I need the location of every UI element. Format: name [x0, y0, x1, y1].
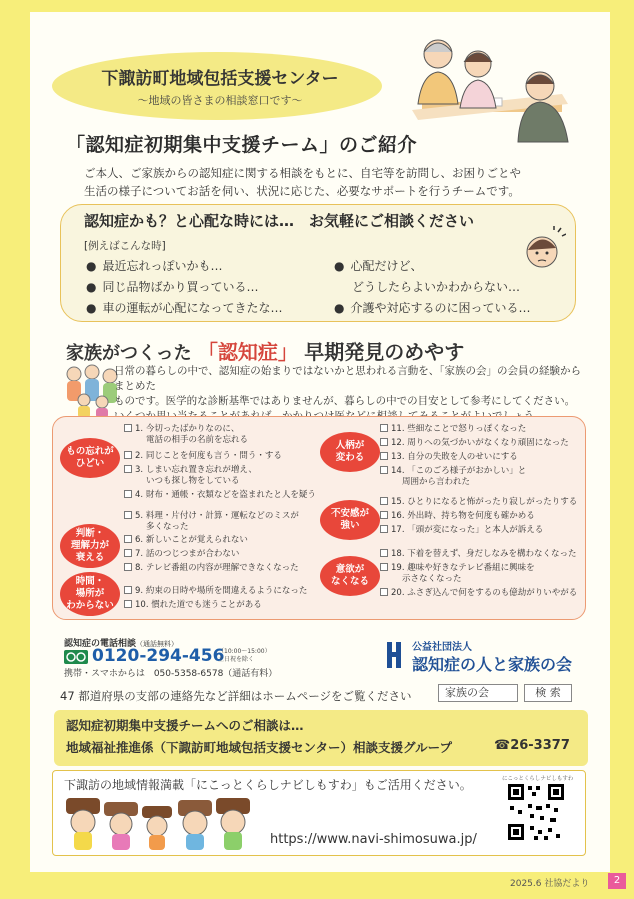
badge-time-place: 時間・ 場所が わからない [60, 572, 120, 616]
org-subtitle: 〜地域の皆さまの相談窓口です〜 [137, 94, 303, 107]
check-item-1[interactable]: 1. 今切ったばかりなのに、 電話の相手の名前を忘れる [124, 424, 248, 446]
example-label: [例えばこんな時] [84, 240, 166, 252]
detection-text [114, 364, 584, 424]
list-item: ● 心配だけど、 [334, 259, 423, 273]
badge-forget: もの忘れが ひどい [60, 438, 120, 478]
check-item-13[interactable]: 13. 自分の失敗を人のせいにする [380, 452, 518, 463]
qr-code-icon[interactable] [506, 782, 566, 842]
check-item-7[interactable]: 7. 話のつじつまが合わない [124, 549, 239, 560]
search-button[interactable]: 検 索 [524, 684, 572, 702]
association-type: 公益社団法人 [412, 642, 472, 653]
team-title: 「認知症初期集中支援チーム」のご紹介 [66, 134, 418, 156]
team-desc-line2: 生活の様子についてお話を伺い、状況に応じた、必要なサポートを行うチームです。 [84, 184, 520, 198]
list-item: ● 介護や対応するのに困っている… [334, 301, 531, 315]
checkbox[interactable] [380, 549, 388, 557]
contact-line-1: 認知症初期集中支援チームへのご相談は… [66, 718, 304, 733]
check-item-5[interactable]: 5. 料理・片付け・計算・運転などのミスが 多くなった [124, 511, 299, 533]
navi-text: 下諏訪の地域情報満載「にこっとくらしナビしもすわ」もご活用ください。 [64, 778, 472, 792]
badge-motivation: 意欲が なくなる [320, 556, 380, 596]
check-item-3[interactable]: 3. しまい忘れ置き忘れが増え、 いつも探し物をしている [124, 465, 257, 487]
search-input[interactable]: 家族の会 [438, 684, 518, 702]
checkbox[interactable] [124, 511, 132, 519]
contact-line-2: 地域福祉推進係（下諏訪町地域包括支援センター）相談支援グループ [66, 740, 453, 755]
checkbox[interactable] [124, 451, 132, 459]
check-item-16[interactable]: 16. 外出時、持ち物を何度も確かめる [380, 511, 535, 522]
checkbox[interactable] [124, 586, 132, 594]
list-item: ● 車の運転が心配になってきたな… [86, 301, 283, 315]
check-item-9[interactable]: 9. 約束の日時や場所を間違えるようになった [124, 586, 307, 597]
checkbox[interactable] [124, 563, 132, 571]
checkbox[interactable] [124, 600, 132, 608]
check-item-10[interactable]: 10. 慣れた道でも迷うことがある [124, 600, 262, 611]
worried-face-icon [520, 226, 566, 272]
contact-phone[interactable]: ☎26-3377 [494, 738, 570, 753]
checkbox[interactable] [124, 490, 132, 498]
check-item-4[interactable]: 4. 財布・通帳・衣類などを盗まれたと人を疑う [124, 490, 316, 501]
tel-hours: （10:00〜15:00） 土日祝を除く [218, 648, 271, 663]
list-item: ● 同じ品物ばかり買っている… [86, 280, 259, 294]
checkbox[interactable] [124, 549, 132, 557]
list-item: ● 最近忘れっぽいかも… [86, 259, 223, 273]
consult-left-list [86, 256, 283, 319]
check-item-18[interactable]: 18. 下着を替えず、身だしなみを構わなくなった [380, 549, 577, 560]
badge-anxiety: 不安感が 強い [320, 500, 380, 540]
team-desc-line1: ご本人、ご家族からの認知症に関する相談をもとに、自宅等を訪問し、お困りごとや [84, 166, 521, 180]
homepage-note: 47 都道府県の支部の連絡先など詳細はホームページをご覧ください [60, 689, 412, 703]
checkbox[interactable] [380, 563, 388, 571]
page-number: 2 [608, 873, 626, 889]
consult-heading: 認知症かも？と心配な時には… お気軽にご相談ください [84, 212, 475, 230]
detection-title: 家族がつくった 「認知症」 早期発見のめやす [66, 340, 465, 364]
mascot-characters [64, 794, 254, 852]
freedial-icon [64, 650, 88, 664]
consultation-illustration [392, 32, 578, 150]
qr-caption: にこっとくらしナビしもすわ [502, 776, 574, 782]
consult-right-list [334, 256, 531, 319]
check-item-20[interactable]: 20. ふさぎ込んで何をするのも億劫がりいやがる [380, 588, 577, 599]
tel-label: 認知症の電話相談（通話無料） [64, 639, 179, 649]
checkbox[interactable] [124, 424, 132, 432]
checkbox[interactable] [124, 535, 132, 543]
check-item-6[interactable]: 6. 新しいことが覚えられない [124, 535, 248, 546]
checkbox[interactable] [380, 438, 388, 446]
check-item-2[interactable]: 2. 同じことを何度も言う・問う・する [124, 451, 282, 462]
detection-text-2: ものです。医学的な診断基準ではありませんが、暮らしの中での目安として参考にしてください。 [114, 395, 576, 407]
mobile-number: 携帯・スマホからは 050-5358-6578（通話有料） [64, 669, 278, 679]
check-item-12[interactable]: 12. 周りへの気づかいがなくなり頑固になった [380, 438, 569, 449]
check-item-14[interactable]: 14. 「このごろ様子がおかしい」と 周囲から言われた [380, 466, 526, 488]
association-logo-icon [385, 640, 405, 670]
check-item-8[interactable]: 8. テレビ番組の内容が理解できなくなった [124, 563, 299, 574]
badge-judgement: 判断・ 理解力が 衰える [60, 524, 120, 568]
check-item-15[interactable]: 15. ひとりになると怖がったり寂しがったりする [380, 497, 577, 508]
checkbox[interactable] [380, 525, 388, 533]
checkbox[interactable] [380, 588, 388, 596]
checkbox[interactable] [380, 497, 388, 505]
checkbox[interactable] [380, 452, 388, 460]
detection-text-1: 日常の暮らしの中で、認知症の始まりではないかと思われる言動を、「家族の会」の会員の経験からまとめた [114, 365, 582, 392]
list-item-cont: どうしたらよいかわからない… [352, 280, 521, 294]
family-illustration [62, 362, 122, 418]
checkbox[interactable] [380, 424, 388, 432]
team-description [84, 164, 580, 200]
check-item-17[interactable]: 17. 「頭が変になった」と本人が訴える [380, 525, 543, 536]
navi-url-link[interactable]: https://www.navi-shimosuwa.jp/ [270, 832, 477, 847]
tel-number[interactable]: 0120-294-456 [92, 646, 225, 666]
association-name: 認知症の人と家族の会 [412, 655, 573, 674]
org-title: 下諏訪町地域包括支援センター [101, 69, 339, 89]
checkbox[interactable] [124, 465, 132, 473]
checkbox[interactable] [380, 511, 388, 519]
checkbox[interactable] [380, 466, 388, 474]
check-item-19[interactable]: 19. 趣味や好きなテレビ番組に興味を 示さなくなった [380, 563, 535, 585]
footer-date: 2025.6 社協だより [510, 879, 590, 889]
check-item-11[interactable]: 11. 些細なことで怒りっぽくなった [380, 424, 526, 435]
badge-personality: 人柄が 変わる [320, 432, 380, 472]
